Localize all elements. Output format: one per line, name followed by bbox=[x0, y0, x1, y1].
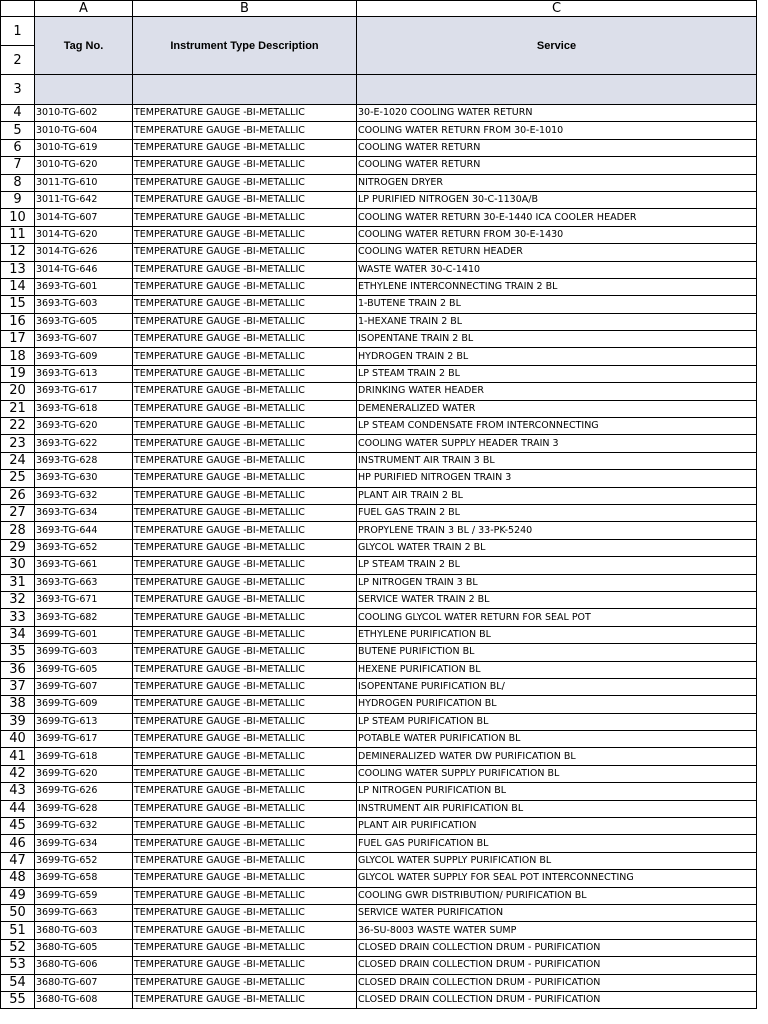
instrument-type-cell[interactable]: TEMPERATURE GAUGE -BI-METALLIC bbox=[133, 522, 357, 539]
instrument-type-cell[interactable]: TEMPERATURE GAUGE -BI-METALLIC bbox=[133, 939, 357, 956]
service-cell[interactable]: LP STEAM PURIFICATION BL bbox=[357, 713, 757, 730]
instrument-type-cell[interactable]: TEMPERATURE GAUGE -BI-METALLIC bbox=[133, 244, 357, 261]
service-cell[interactable]: COOLING WATER RETURN 30-E-1440 ICA COOLER HEADER bbox=[357, 209, 757, 226]
row-number[interactable]: 19 bbox=[1, 365, 35, 382]
instrument-type-cell[interactable]: TEMPERATURE GAUGE -BI-METALLIC bbox=[133, 922, 357, 939]
tag-no-cell[interactable]: 3011-TG-642 bbox=[35, 191, 133, 208]
tag-no-cell[interactable]: 3693-TG-628 bbox=[35, 452, 133, 469]
row-number[interactable]: 35 bbox=[1, 644, 35, 661]
instrument-type-cell[interactable]: TEMPERATURE GAUGE -BI-METALLIC bbox=[133, 539, 357, 556]
select-all-corner[interactable] bbox=[1, 1, 35, 17]
row-number[interactable]: 13 bbox=[1, 261, 35, 278]
table-row bbox=[1, 852, 757, 869]
row-number[interactable]: 50 bbox=[1, 904, 35, 921]
service-cell[interactable]: LP PURIFIED NITROGEN 30-C-1130A/B bbox=[357, 191, 757, 208]
row-number[interactable]: 25 bbox=[1, 470, 35, 487]
service-cell[interactable]: ETHYLENE PURIFICATION BL bbox=[357, 626, 757, 643]
service-cell[interactable]: CLOSED DRAIN COLLECTION DRUM - PURIFICATION bbox=[357, 991, 757, 1008]
instrument-type-cell[interactable]: TEMPERATURE GAUGE -BI-METALLIC bbox=[133, 470, 357, 487]
table-row bbox=[1, 939, 757, 956]
instrument-type-cell[interactable]: TEMPERATURE GAUGE -BI-METALLIC bbox=[133, 800, 357, 817]
tag-no-cell[interactable]: 3699-TG-659 bbox=[35, 887, 133, 904]
table-row bbox=[1, 331, 757, 348]
table-row bbox=[1, 904, 757, 921]
row-number[interactable]: 48 bbox=[1, 870, 35, 887]
service-cell[interactable]: PROPYLENE TRAIN 3 BL / 33-PK-5240 bbox=[357, 522, 757, 539]
tag-no-cell[interactable]: 3693-TG-620 bbox=[35, 418, 133, 435]
row-number[interactable]: 44 bbox=[1, 800, 35, 817]
service-cell[interactable]: 30-E-1020 COOLING WATER RETURN bbox=[357, 105, 757, 122]
tag-no-cell[interactable]: 3699-TG-628 bbox=[35, 800, 133, 817]
tag-no-header[interactable]: Tag No. bbox=[35, 17, 133, 75]
tag-no-cell[interactable]: 3011-TG-610 bbox=[35, 174, 133, 191]
instrument-type-cell[interactable]: TEMPERATURE GAUGE -BI-METALLIC bbox=[133, 452, 357, 469]
instrument-type-cell[interactable]: TEMPERATURE GAUGE -BI-METALLIC bbox=[133, 713, 357, 730]
instrument-type-cell[interactable]: TEMPERATURE GAUGE -BI-METALLIC bbox=[133, 870, 357, 887]
tag-no-cell[interactable]: 3693-TG-605 bbox=[35, 313, 133, 330]
service-cell[interactable]: LP STEAM TRAIN 2 BL bbox=[357, 557, 757, 574]
instrument-type-cell[interactable]: TEMPERATURE GAUGE -BI-METALLIC bbox=[133, 887, 357, 904]
row-number[interactable]: 7 bbox=[1, 157, 35, 174]
table-row bbox=[1, 209, 757, 226]
table-row bbox=[1, 244, 757, 261]
instrument-type-cell[interactable]: TEMPERATURE GAUGE -BI-METALLIC bbox=[133, 400, 357, 417]
instrument-type-cell[interactable]: TEMPERATURE GAUGE -BI-METALLIC bbox=[133, 748, 357, 765]
tag-no-cell[interactable]: 3693-TG-632 bbox=[35, 487, 133, 504]
table-row bbox=[1, 591, 757, 608]
tag-no-cell[interactable]: 3699-TG-607 bbox=[35, 678, 133, 695]
instrument-type-cell[interactable]: TEMPERATURE GAUGE -BI-METALLIC bbox=[133, 609, 357, 626]
instrument-type-cell[interactable]: TEMPERATURE GAUGE -BI-METALLIC bbox=[133, 122, 357, 139]
service-cell[interactable]: GLYCOL WATER SUPPLY PURIFICATION BL bbox=[357, 852, 757, 869]
tag-no-cell[interactable]: 3699-TG-617 bbox=[35, 731, 133, 748]
tag-no-cell[interactable]: 3699-TG-632 bbox=[35, 818, 133, 835]
table-row bbox=[1, 348, 757, 365]
service-cell[interactable]: INSTRUMENT AIR TRAIN 3 BL bbox=[357, 452, 757, 469]
row-number[interactable]: 12 bbox=[1, 244, 35, 261]
table-row bbox=[1, 278, 757, 295]
instrument-type-cell[interactable]: TEMPERATURE GAUGE -BI-METALLIC bbox=[133, 278, 357, 295]
service-cell[interactable]: HP PURIFIED NITROGEN TRAIN 3 bbox=[357, 470, 757, 487]
tag-no-cell[interactable]: 3699-TG-634 bbox=[35, 835, 133, 852]
tag-no-cell[interactable]: 3680-TG-605 bbox=[35, 939, 133, 956]
service-cell[interactable]: ISOPENTANE TRAIN 2 BL bbox=[357, 331, 757, 348]
service-cell[interactable]: SERVICE WATER PURIFICATION bbox=[357, 904, 757, 921]
table-row bbox=[1, 557, 757, 574]
tag-no-cell[interactable]: 3010-TG-602 bbox=[35, 105, 133, 122]
tag-no-cell[interactable]: 3699-TG-601 bbox=[35, 626, 133, 643]
tag-no-cell[interactable]: 3680-TG-607 bbox=[35, 974, 133, 991]
tag-no-cell[interactable]: 3693-TG-617 bbox=[35, 383, 133, 400]
instrument-type-cell[interactable]: TEMPERATURE GAUGE -BI-METALLIC bbox=[133, 191, 357, 208]
row-number[interactable]: 39 bbox=[1, 713, 35, 730]
tag-no-cell[interactable]: 3699-TG-603 bbox=[35, 644, 133, 661]
header-row-1 bbox=[1, 17, 757, 46]
service-cell[interactable]: CLOSED DRAIN COLLECTION DRUM - PURIFICATION bbox=[357, 939, 757, 956]
row-number[interactable]: 14 bbox=[1, 278, 35, 295]
table-row bbox=[1, 783, 757, 800]
service-cell[interactable]: LP STEAM TRAIN 2 BL bbox=[357, 365, 757, 382]
tag-no-cell[interactable]: 3680-TG-606 bbox=[35, 957, 133, 974]
service-cell[interactable]: LP NITROGEN TRAIN 3 BL bbox=[357, 574, 757, 591]
row-number[interactable]: 34 bbox=[1, 626, 35, 643]
row-number[interactable]: 49 bbox=[1, 887, 35, 904]
table-row bbox=[1, 835, 757, 852]
table-row bbox=[1, 574, 757, 591]
table-row bbox=[1, 470, 757, 487]
row-number[interactable]: 40 bbox=[1, 731, 35, 748]
table-row bbox=[1, 105, 757, 122]
row-number[interactable]: 29 bbox=[1, 539, 35, 556]
instrument-type-cell[interactable]: TEMPERATURE GAUGE -BI-METALLIC bbox=[133, 157, 357, 174]
instrument-type-cell[interactable]: TEMPERATURE GAUGE -BI-METALLIC bbox=[133, 678, 357, 695]
column-header-row bbox=[1, 1, 757, 17]
row-number[interactable]: 36 bbox=[1, 661, 35, 678]
table-row bbox=[1, 887, 757, 904]
row-number[interactable]: 28 bbox=[1, 522, 35, 539]
service-cell[interactable]: WASTE WATER 30-C-1410 bbox=[357, 261, 757, 278]
service-cell[interactable]: NITROGEN DRYER bbox=[357, 174, 757, 191]
table-row bbox=[1, 122, 757, 139]
service-cell[interactable]: HEXENE PURIFICATION BL bbox=[357, 661, 757, 678]
service-cell[interactable]: COOLING GWR DISTRIBUTION/ PURIFICATION BL bbox=[357, 887, 757, 904]
instrument-type-cell[interactable]: TEMPERATURE GAUGE -BI-METALLIC bbox=[133, 365, 357, 382]
table-row bbox=[1, 661, 757, 678]
row-number[interactable]: 24 bbox=[1, 452, 35, 469]
instrument-type-cell[interactable]: TEMPERATURE GAUGE -BI-METALLIC bbox=[133, 261, 357, 278]
tag-no-cell[interactable]: 3693-TG-682 bbox=[35, 609, 133, 626]
row-number[interactable]: 2 bbox=[1, 46, 35, 75]
table-row bbox=[1, 765, 757, 782]
row-number[interactable]: 55 bbox=[1, 991, 35, 1008]
table-row bbox=[1, 731, 757, 748]
row-number[interactable]: 5 bbox=[1, 122, 35, 139]
table-row bbox=[1, 748, 757, 765]
instrument-type-cell[interactable]: TEMPERATURE GAUGE -BI-METALLIC bbox=[133, 174, 357, 191]
tag-no-cell[interactable]: 3699-TG-658 bbox=[35, 870, 133, 887]
row-number[interactable]: 41 bbox=[1, 748, 35, 765]
tag-no-cell[interactable]: 3699-TG-618 bbox=[35, 748, 133, 765]
instrument-type-cell[interactable]: TEMPERATURE GAUGE -BI-METALLIC bbox=[133, 313, 357, 330]
table-row bbox=[1, 418, 757, 435]
tag-no-cell[interactable]: 3699-TG-605 bbox=[35, 661, 133, 678]
tag-no-cell[interactable]: 3693-TG-622 bbox=[35, 435, 133, 452]
service-cell[interactable]: FUEL GAS PURIFICATION BL bbox=[357, 835, 757, 852]
instrument-type-header[interactable]: Instrument Type Description bbox=[133, 17, 357, 75]
row-number[interactable]: 4 bbox=[1, 105, 35, 122]
row-number[interactable]: 46 bbox=[1, 835, 35, 852]
row-number[interactable]: 47 bbox=[1, 852, 35, 869]
service-cell[interactable]: COOLING WATER RETURN FROM 30-E-1010 bbox=[357, 122, 757, 139]
table-row bbox=[1, 991, 757, 1008]
column-header-a[interactable]: A bbox=[35, 1, 133, 17]
tag-no-cell[interactable]: 3014-TG-607 bbox=[35, 209, 133, 226]
row-number[interactable]: 43 bbox=[1, 783, 35, 800]
row-number[interactable]: 33 bbox=[1, 609, 35, 626]
service-cell[interactable]: COOLING WATER SUPPLY PURIFICATION BL bbox=[357, 765, 757, 782]
tag-no-cell[interactable]: 3699-TG-626 bbox=[35, 783, 133, 800]
header-row-3 bbox=[1, 75, 757, 105]
instrument-type-cell[interactable]: TEMPERATURE GAUGE -BI-METALLIC bbox=[133, 331, 357, 348]
table-row bbox=[1, 261, 757, 278]
row-number[interactable]: 22 bbox=[1, 418, 35, 435]
service-cell[interactable]: ETHYLENE INTERCONNECTING TRAIN 2 BL bbox=[357, 278, 757, 295]
service-cell[interactable]: HYDROGEN TRAIN 2 BL bbox=[357, 348, 757, 365]
row-number[interactable]: 21 bbox=[1, 400, 35, 417]
header-blank-cell[interactable] bbox=[357, 75, 757, 105]
table-row bbox=[1, 818, 757, 835]
row-number[interactable]: 31 bbox=[1, 574, 35, 591]
row-number[interactable]: 16 bbox=[1, 313, 35, 330]
tag-no-cell[interactable]: 3680-TG-603 bbox=[35, 922, 133, 939]
tag-no-cell[interactable]: 3693-TG-609 bbox=[35, 348, 133, 365]
tag-no-cell[interactable]: 3693-TG-652 bbox=[35, 539, 133, 556]
instrument-type-cell[interactable]: TEMPERATURE GAUGE -BI-METALLIC bbox=[133, 105, 357, 122]
table-row bbox=[1, 678, 757, 695]
instrument-type-cell[interactable]: TEMPERATURE GAUGE -BI-METALLIC bbox=[133, 209, 357, 226]
row-number[interactable]: 18 bbox=[1, 348, 35, 365]
table-row bbox=[1, 626, 757, 643]
instrument-type-cell[interactable]: TEMPERATURE GAUGE -BI-METALLIC bbox=[133, 504, 357, 521]
instrument-type-cell[interactable]: TEMPERATURE GAUGE -BI-METALLIC bbox=[133, 852, 357, 869]
row-number[interactable]: 3 bbox=[1, 75, 35, 105]
service-cell[interactable]: INSTRUMENT AIR PURIFICATION BL bbox=[357, 800, 757, 817]
tag-no-cell[interactable]: 3693-TG-601 bbox=[35, 278, 133, 295]
table-row bbox=[1, 313, 757, 330]
service-cell[interactable]: GLYCOL WATER TRAIN 2 BL bbox=[357, 539, 757, 556]
row-number[interactable]: 15 bbox=[1, 296, 35, 313]
instrument-type-cell[interactable]: TEMPERATURE GAUGE -BI-METALLIC bbox=[133, 904, 357, 921]
instrument-type-cell[interactable]: TEMPERATURE GAUGE -BI-METALLIC bbox=[133, 644, 357, 661]
table-row bbox=[1, 383, 757, 400]
instrument-type-cell[interactable]: TEMPERATURE GAUGE -BI-METALLIC bbox=[133, 991, 357, 1008]
column-header-c[interactable]: C bbox=[357, 1, 757, 17]
service-cell[interactable]: DRINKING WATER HEADER bbox=[357, 383, 757, 400]
table-row bbox=[1, 713, 757, 730]
row-number[interactable]: 8 bbox=[1, 174, 35, 191]
service-cell[interactable]: PLANT AIR TRAIN 2 BL bbox=[357, 487, 757, 504]
service-cell[interactable]: LP NITROGEN PURIFICATION BL bbox=[357, 783, 757, 800]
row-number[interactable]: 42 bbox=[1, 765, 35, 782]
service-cell[interactable]: PLANT AIR PURIFICATION bbox=[357, 818, 757, 835]
service-cell[interactable]: ISOPENTANE PURIFICATION BL/ bbox=[357, 678, 757, 695]
service-cell[interactable]: SERVICE WATER TRAIN 2 BL bbox=[357, 591, 757, 608]
instrument-type-cell[interactable]: TEMPERATURE GAUGE -BI-METALLIC bbox=[133, 696, 357, 713]
instrument-type-cell[interactable]: TEMPERATURE GAUGE -BI-METALLIC bbox=[133, 139, 357, 156]
service-cell[interactable]: BUTENE PURIFICTION BL bbox=[357, 644, 757, 661]
tag-no-cell[interactable]: 3693-TG-607 bbox=[35, 331, 133, 348]
tag-no-cell[interactable]: 3693-TG-661 bbox=[35, 557, 133, 574]
service-cell[interactable]: COOLING WATER RETURN FROM 30-E-1430 bbox=[357, 226, 757, 243]
tag-no-cell[interactable]: 3693-TG-634 bbox=[35, 504, 133, 521]
table-row bbox=[1, 174, 757, 191]
instrument-type-cell[interactable]: TEMPERATURE GAUGE -BI-METALLIC bbox=[133, 487, 357, 504]
service-cell[interactable]: COOLING WATER SUPPLY HEADER TRAIN 3 bbox=[357, 435, 757, 452]
row-number[interactable]: 17 bbox=[1, 331, 35, 348]
service-cell[interactable]: POTABLE WATER PURIFICATION BL bbox=[357, 731, 757, 748]
table-row bbox=[1, 296, 757, 313]
table-row bbox=[1, 365, 757, 382]
tag-no-cell[interactable]: 3693-TG-630 bbox=[35, 470, 133, 487]
instrument-type-cell[interactable]: TEMPERATURE GAUGE -BI-METALLIC bbox=[133, 835, 357, 852]
tag-no-cell[interactable]: 3693-TG-663 bbox=[35, 574, 133, 591]
instrument-type-cell[interactable]: TEMPERATURE GAUGE -BI-METALLIC bbox=[133, 418, 357, 435]
service-cell[interactable]: HYDROGEN PURIFICATION BL bbox=[357, 696, 757, 713]
instrument-type-cell[interactable]: TEMPERATURE GAUGE -BI-METALLIC bbox=[133, 661, 357, 678]
row-number[interactable]: 6 bbox=[1, 139, 35, 156]
service-cell[interactable]: COOLING WATER RETURN bbox=[357, 139, 757, 156]
table-row bbox=[1, 191, 757, 208]
service-cell[interactable]: 1-BUTENE TRAIN 2 BL bbox=[357, 296, 757, 313]
service-cell[interactable]: COOLING GLYCOL WATER RETURN FOR SEAL POT bbox=[357, 609, 757, 626]
table-row bbox=[1, 522, 757, 539]
header-blank-cell[interactable] bbox=[133, 75, 357, 105]
column-header-b[interactable]: B bbox=[133, 1, 357, 17]
tag-no-cell[interactable]: 3699-TG-663 bbox=[35, 904, 133, 921]
table-row bbox=[1, 504, 757, 521]
row-number[interactable]: 54 bbox=[1, 974, 35, 991]
row-number[interactable]: 52 bbox=[1, 939, 35, 956]
table-row bbox=[1, 400, 757, 417]
tag-no-cell[interactable]: 3699-TG-613 bbox=[35, 713, 133, 730]
tag-no-cell[interactable]: 3699-TG-652 bbox=[35, 852, 133, 869]
table-row bbox=[1, 487, 757, 504]
row-number[interactable]: 10 bbox=[1, 209, 35, 226]
table-row bbox=[1, 974, 757, 991]
table-row bbox=[1, 800, 757, 817]
service-cell[interactable]: CLOSED DRAIN COLLECTION DRUM - PURIFICATION bbox=[357, 957, 757, 974]
table-row bbox=[1, 226, 757, 243]
instrument-type-cell[interactable]: TEMPERATURE GAUGE -BI-METALLIC bbox=[133, 435, 357, 452]
tag-no-cell[interactable]: 3014-TG-626 bbox=[35, 244, 133, 261]
row-number[interactable]: 27 bbox=[1, 504, 35, 521]
tag-no-cell[interactable]: 3693-TG-644 bbox=[35, 522, 133, 539]
service-cell[interactable]: DEMINERALIZED WATER DW PURIFICATION BL bbox=[357, 748, 757, 765]
tag-no-cell[interactable]: 3014-TG-620 bbox=[35, 226, 133, 243]
instrument-type-cell[interactable]: TEMPERATURE GAUGE -BI-METALLIC bbox=[133, 626, 357, 643]
service-cell[interactable]: LP STEAM CONDENSATE FROM INTERCONNECTING bbox=[357, 418, 757, 435]
tag-no-cell[interactable]: 3693-TG-618 bbox=[35, 400, 133, 417]
instrument-type-cell[interactable]: TEMPERATURE GAUGE -BI-METALLIC bbox=[133, 957, 357, 974]
service-cell[interactable]: CLOSED DRAIN COLLECTION DRUM - PURIFICATION bbox=[357, 974, 757, 991]
instrument-type-cell[interactable]: TEMPERATURE GAUGE -BI-METALLIC bbox=[133, 974, 357, 991]
instrument-type-cell[interactable]: TEMPERATURE GAUGE -BI-METALLIC bbox=[133, 765, 357, 782]
instrument-type-cell[interactable]: TEMPERATURE GAUGE -BI-METALLIC bbox=[133, 818, 357, 835]
service-cell[interactable]: COOLING WATER RETURN HEADER bbox=[357, 244, 757, 261]
row-number[interactable]: 32 bbox=[1, 591, 35, 608]
table-row bbox=[1, 539, 757, 556]
row-number[interactable]: 51 bbox=[1, 922, 35, 939]
service-header[interactable]: Service bbox=[357, 17, 757, 75]
table-row bbox=[1, 609, 757, 626]
table-row bbox=[1, 957, 757, 974]
instrument-type-cell[interactable]: TEMPERATURE GAUGE -BI-METALLIC bbox=[133, 557, 357, 574]
instrument-type-cell[interactable]: TEMPERATURE GAUGE -BI-METALLIC bbox=[133, 296, 357, 313]
tag-no-cell[interactable]: 3699-TG-609 bbox=[35, 696, 133, 713]
tag-no-cell[interactable]: 3010-TG-604 bbox=[35, 122, 133, 139]
row-number[interactable]: 37 bbox=[1, 678, 35, 695]
service-cell[interactable]: 1-HEXANE TRAIN 2 BL bbox=[357, 313, 757, 330]
row-number[interactable]: 53 bbox=[1, 957, 35, 974]
row-number[interactable]: 1 bbox=[1, 17, 35, 46]
service-cell[interactable]: 36-SU-8003 WASTE WATER SUMP bbox=[357, 922, 757, 939]
tag-no-cell[interactable]: 3010-TG-619 bbox=[35, 139, 133, 156]
instrument-type-cell[interactable]: TEMPERATURE GAUGE -BI-METALLIC bbox=[133, 226, 357, 243]
tag-no-cell[interactable]: 3699-TG-620 bbox=[35, 765, 133, 782]
instrument-type-cell[interactable]: TEMPERATURE GAUGE -BI-METALLIC bbox=[133, 574, 357, 591]
row-number[interactable]: 11 bbox=[1, 226, 35, 243]
row-number[interactable]: 20 bbox=[1, 383, 35, 400]
table-row bbox=[1, 157, 757, 174]
tag-no-cell[interactable]: 3693-TG-603 bbox=[35, 296, 133, 313]
tag-no-cell[interactable]: 3693-TG-671 bbox=[35, 591, 133, 608]
service-cell[interactable]: DEMENERALIZED WATER bbox=[357, 400, 757, 417]
header-blank-cell[interactable] bbox=[35, 75, 133, 105]
row-number[interactable]: 45 bbox=[1, 818, 35, 835]
table-row bbox=[1, 452, 757, 469]
instrument-type-cell[interactable]: TEMPERATURE GAUGE -BI-METALLIC bbox=[133, 591, 357, 608]
service-cell[interactable]: FUEL GAS TRAIN 2 BL bbox=[357, 504, 757, 521]
instrument-type-cell[interactable]: TEMPERATURE GAUGE -BI-METALLIC bbox=[133, 783, 357, 800]
table-row bbox=[1, 139, 757, 156]
tag-no-cell[interactable]: 3010-TG-620 bbox=[35, 157, 133, 174]
instrument-type-cell[interactable]: TEMPERATURE GAUGE -BI-METALLIC bbox=[133, 348, 357, 365]
tag-no-cell[interactable]: 3014-TG-646 bbox=[35, 261, 133, 278]
instrument-type-cell[interactable]: TEMPERATURE GAUGE -BI-METALLIC bbox=[133, 383, 357, 400]
tag-no-cell[interactable]: 3693-TG-613 bbox=[35, 365, 133, 382]
row-number[interactable]: 30 bbox=[1, 557, 35, 574]
table-row bbox=[1, 644, 757, 661]
row-number[interactable]: 38 bbox=[1, 696, 35, 713]
row-number[interactable]: 26 bbox=[1, 487, 35, 504]
table-row bbox=[1, 922, 757, 939]
service-cell[interactable]: GLYCOL WATER SUPPLY FOR SEAL POT INTERCONNECTING bbox=[357, 870, 757, 887]
table-row bbox=[1, 696, 757, 713]
table-row bbox=[1, 870, 757, 887]
table-row bbox=[1, 435, 757, 452]
row-number[interactable]: 23 bbox=[1, 435, 35, 452]
service-cell[interactable]: COOLING WATER RETURN bbox=[357, 157, 757, 174]
instrument-type-cell[interactable]: TEMPERATURE GAUGE -BI-METALLIC bbox=[133, 731, 357, 748]
tag-no-cell[interactable]: 3680-TG-608 bbox=[35, 991, 133, 1008]
row-number[interactable]: 9 bbox=[1, 191, 35, 208]
